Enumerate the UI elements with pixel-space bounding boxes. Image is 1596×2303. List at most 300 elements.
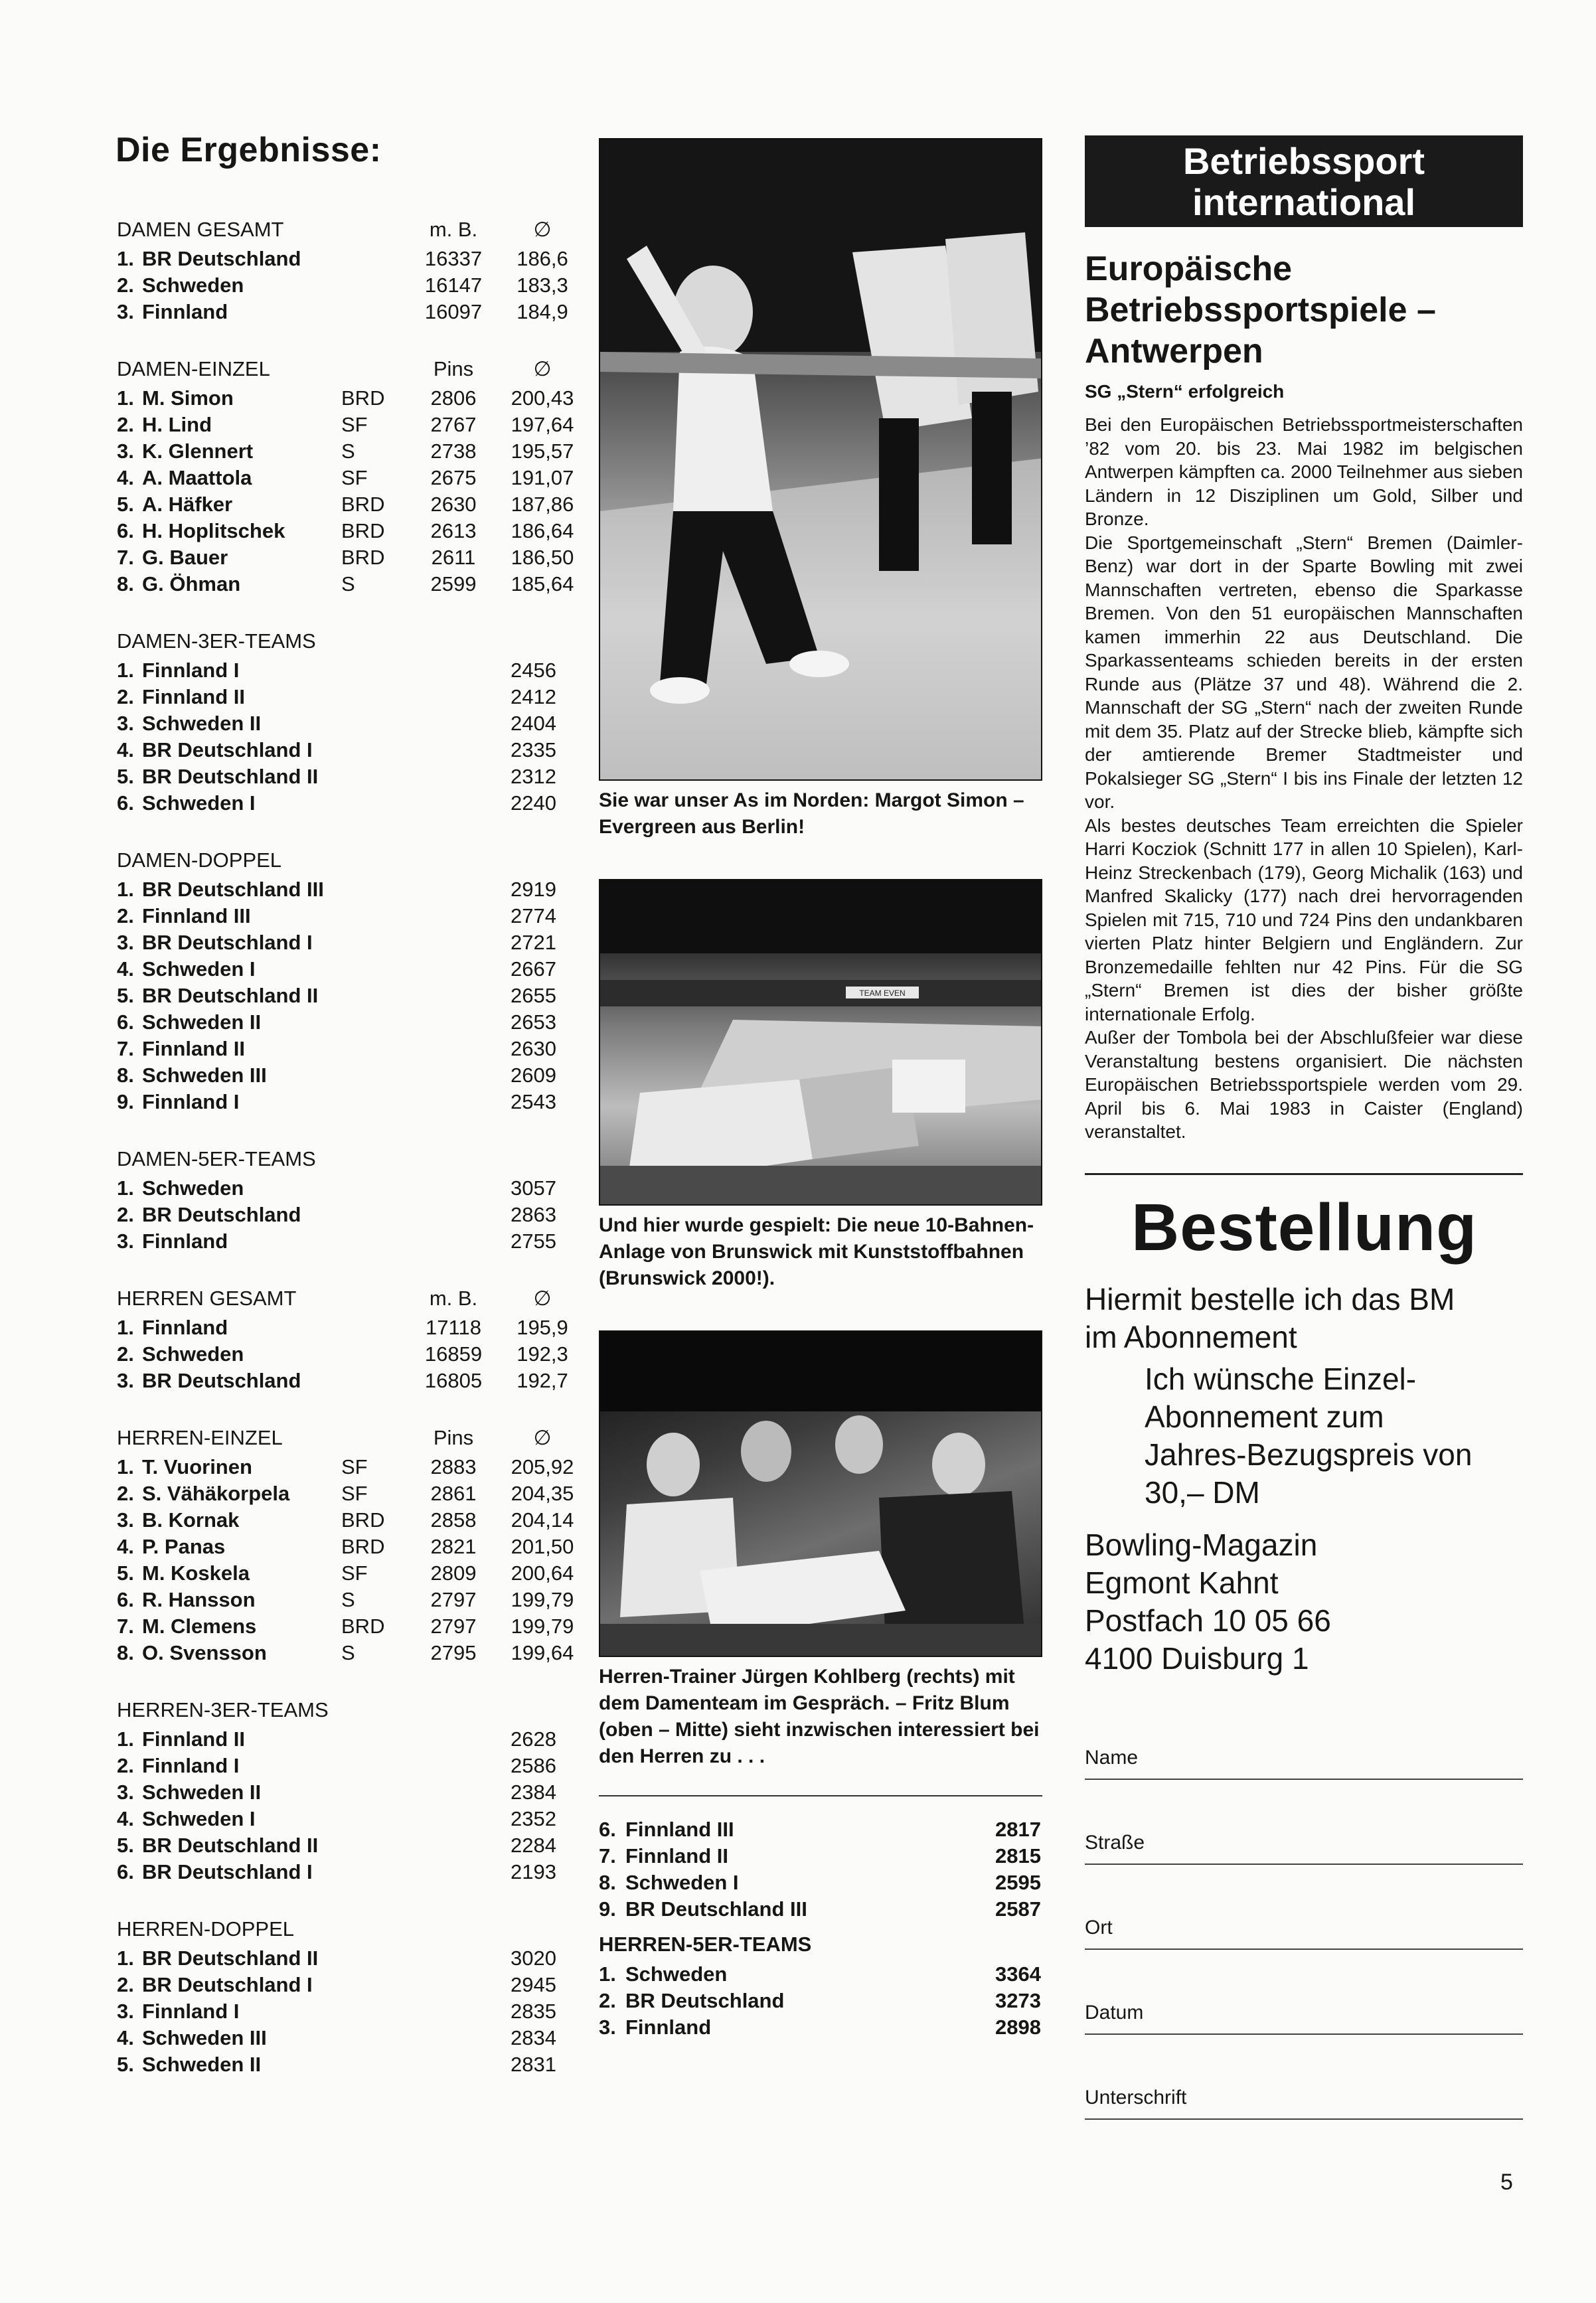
- result-row: [112, 438, 574, 465]
- column-header: Pins: [433, 1426, 474, 1449]
- team-name: Schweden I: [142, 1807, 256, 1830]
- article-paragraph-4: Außer der Tombola bei der Abschlußfeier war diese Veranstaltung bestens organisiert. Die nächsten Europäischen Betriebssportspiele werden vom 29. April bis 6. Mai 1983 in Caister (England) veranstaltet.: [1085, 1027, 1523, 1142]
- team-name: BR Deutschland I: [142, 1860, 313, 1883]
- rank: 1.: [117, 1727, 134, 1751]
- pins-value: 2797: [430, 1615, 477, 1638]
- order-intro: [1085, 1281, 1523, 1356]
- order-option-line-4: 30,– DM: [1145, 1474, 1260, 1510]
- team-name: Finnland II: [142, 685, 245, 708]
- nation: SF: [341, 1482, 368, 1505]
- average-value: 195,57: [511, 439, 574, 463]
- score: 2817: [995, 1818, 1041, 1841]
- average-value: 186,6: [517, 247, 568, 270]
- score: 2721: [511, 931, 556, 954]
- signature-field[interactable]: Unterschrift: [1085, 2077, 1523, 2120]
- pins-value: 2675: [430, 466, 477, 489]
- team-name: Schweden II: [142, 1781, 262, 1804]
- results-section: [112, 1694, 563, 1885]
- average-value: 186,64: [511, 519, 574, 542]
- photo2-caption: Und hier wurde gespielt: Die neue 10-Bahnen-Anlage von Brunswick mit Kunststoffbahnen (Brunswick 2000!).: [599, 1214, 1034, 1289]
- rank: 2.: [117, 274, 134, 297]
- average-value: 184,9: [517, 300, 568, 323]
- rank: 3.: [117, 1508, 134, 1532]
- rank: 7.: [117, 546, 134, 569]
- article-body: [1085, 413, 1523, 1144]
- team-name: G. Öhman: [142, 572, 241, 596]
- average-value: 204,14: [511, 1508, 574, 1532]
- team-name: BR Deutschland II: [142, 1946, 319, 1970]
- order-option-line-3: Jahres-Bezugspreis von: [1145, 1437, 1473, 1472]
- team-name: M. Koskela: [142, 1561, 250, 1585]
- result-row: [112, 2025, 563, 2051]
- score: 2335: [511, 738, 556, 761]
- section-header: [112, 1283, 563, 1314]
- result-row: [112, 763, 563, 790]
- order-line-2: im Abonnement: [1085, 1319, 1297, 1354]
- score: 2384: [511, 1781, 556, 1804]
- rank: 8.: [117, 572, 134, 596]
- rank: 7.: [117, 1615, 134, 1638]
- banner-line-1: Betriebssport: [1182, 140, 1425, 182]
- result-row: [112, 876, 563, 903]
- average-value: 205,92: [511, 1455, 574, 1478]
- result-row: [112, 1062, 563, 1089]
- average-value: 192,7: [517, 1369, 568, 1392]
- rank: 1.: [117, 386, 134, 410]
- article-paragraph-3: Als bestes deutsches Team erreichten die Spieler Harri Kocziok (Schnitt 177 in allen 10 Spielen), Karl-Heinz Streckenbach (179), Georg Michalik (163) und Manfred Skalicky (177) nach drei hervorragenden Spielen mit 715, 710 und 724 Pins den undankbaren vierten Platz hinter Belgiern und Engländern. Zur Bronzemedaille fehlten nur 42 Pins. Für die SG „Stern“ Bremen ist dies der bisher größte internationale Erfolg.: [1085, 815, 1523, 1024]
- result-row: [112, 1089, 563, 1115]
- result-row: [112, 1859, 563, 1885]
- result-row: [112, 1454, 574, 1480]
- team-name: Finnland II: [142, 1727, 245, 1751]
- team-name: Schweden III: [142, 1064, 267, 1087]
- pins-value: 17118: [426, 1316, 481, 1339]
- team-name: Finnland III: [142, 904, 251, 927]
- pins-value: 2613: [430, 519, 477, 542]
- result-row: [112, 491, 574, 518]
- rank: 1.: [117, 1946, 134, 1970]
- herren-5er-teams-list: [599, 1961, 1042, 2041]
- rank: 1.: [117, 659, 134, 682]
- address-line-4: 4100 Duisburg 1: [1085, 1640, 1309, 1676]
- photo-margot-simon: [599, 138, 1042, 781]
- team-name: T. Vuorinen: [142, 1455, 252, 1478]
- rank: 6.: [117, 1588, 134, 1611]
- photo-bowling-alley: [599, 879, 1042, 1206]
- result-row: [112, 1779, 563, 1806]
- result-row: [112, 1228, 563, 1255]
- pins-value: 2806: [430, 386, 477, 410]
- rank: 3.: [117, 1230, 134, 1253]
- result-row: [112, 1368, 568, 1394]
- nation: SF: [341, 466, 368, 489]
- score: 2284: [511, 1834, 556, 1857]
- city-field[interactable]: Ort: [1085, 1907, 1523, 1950]
- score: 2667: [511, 957, 556, 981]
- section-title: DAMEN-DOPPEL: [117, 848, 282, 872]
- score: 3020: [511, 1946, 556, 1970]
- result-row: [112, 790, 563, 817]
- herren-doppel-continued: [599, 1816, 1042, 1923]
- pins-value: 2821: [430, 1535, 477, 1558]
- order-divider: [1085, 1173, 1523, 1175]
- nation: SF: [341, 1561, 368, 1585]
- article-column: [1085, 135, 1523, 2120]
- rank: 9.: [117, 1090, 134, 1113]
- nation: BRD: [341, 519, 385, 542]
- pins-value: 2795: [430, 1641, 477, 1664]
- score: 2595: [995, 1871, 1041, 1894]
- team-name: BR Deutschland II: [142, 1834, 319, 1857]
- team-name: A. Häfker: [142, 493, 233, 516]
- result-row: [112, 903, 563, 929]
- pins-value: 2809: [430, 1561, 477, 1585]
- results-section: [112, 1422, 574, 1666]
- team-name: BR Deutschland I: [142, 738, 313, 761]
- rank: 3.: [117, 2000, 134, 2023]
- score: 2609: [511, 1064, 556, 1087]
- column-header: ∅: [533, 1426, 552, 1449]
- average-value: 187,86: [511, 493, 574, 516]
- section-header: [112, 1143, 563, 1175]
- lane-sign-text: TEAM EVEN: [859, 989, 906, 998]
- rank: 1.: [117, 1455, 134, 1478]
- rank: 7.: [599, 1844, 616, 1867]
- team-name: BR Deutschland: [625, 1989, 785, 2012]
- rank: 2.: [117, 1754, 134, 1777]
- pins-value: 2738: [430, 439, 477, 463]
- nation: BRD: [341, 386, 385, 410]
- result-row: [112, 1560, 574, 1587]
- score: 2404: [511, 712, 556, 735]
- photo3-caption: Herren-Trainer Jürgen Kohlberg (rechts) mit dem Damenteam im Gespräch. – Fritz Blum (oben – Mitte) sieht inzwischen interessiert bei den Herren zu . . .: [599, 1666, 1040, 1767]
- address-line-1: Bowling-Magazin: [1085, 1527, 1318, 1562]
- results-section: [112, 844, 563, 1115]
- team-name: S. Vähäkorpela: [142, 1482, 290, 1505]
- section-title: HERREN-3ER-TEAMS: [117, 1698, 329, 1721]
- rank: 6.: [599, 1818, 616, 1841]
- nation: BRD: [341, 546, 385, 569]
- photo1-caption: Sie war unser As im Norden: Margot Simon – Evergreen aus Berlin!: [599, 789, 1024, 838]
- score: 2774: [511, 904, 556, 927]
- results-section: [112, 214, 568, 325]
- rank: 8.: [117, 1641, 134, 1664]
- page-number: 5: [1500, 2170, 1513, 2195]
- score: 2653: [511, 1010, 556, 1034]
- rank: 1.: [117, 247, 134, 270]
- team-name: Finnland I: [142, 1090, 240, 1113]
- nation: BRD: [341, 1535, 385, 1558]
- score: 2919: [511, 878, 556, 901]
- rank: 2.: [599, 1989, 616, 2012]
- nation: SF: [341, 413, 368, 436]
- score: 2834: [511, 2026, 556, 2049]
- section-title: HERREN-EINZEL: [117, 1426, 283, 1449]
- bowling-lanes-image: [600, 880, 1042, 1204]
- column-header: ∅: [533, 357, 552, 380]
- order-option-line-2: Abonnement zum: [1145, 1399, 1384, 1434]
- rank: 3.: [117, 439, 134, 463]
- average-value: 199,79: [511, 1615, 574, 1638]
- result-row: [112, 1480, 574, 1507]
- result-row: [112, 465, 574, 491]
- order-option-line-1: Ich wünsche Einzel-: [1145, 1361, 1417, 1396]
- result-row: [599, 1961, 1042, 1988]
- rank: 5.: [117, 493, 134, 516]
- herren-5er-teams-title: HERREN-5ER-TEAMS: [599, 1933, 812, 1956]
- score: 2628: [511, 1727, 556, 1751]
- rank: 3.: [117, 712, 134, 735]
- team-name: Finnland I: [142, 2000, 240, 2023]
- pins-value: 16337: [424, 247, 483, 270]
- score: 2630: [511, 1037, 556, 1060]
- bowler-figure-image: [600, 139, 1042, 779]
- score: 2945: [511, 1973, 556, 1996]
- team-name: Schweden II: [142, 2053, 262, 2076]
- nation: SF: [341, 1455, 368, 1478]
- team-name: O. Svensson: [142, 1641, 267, 1664]
- team-name: Schweden I: [625, 1871, 739, 1894]
- result-row: [112, 246, 568, 272]
- average-value: 200,64: [511, 1561, 574, 1585]
- rank: 4.: [117, 957, 134, 981]
- result-row: [112, 1998, 563, 2025]
- street-field[interactable]: Straße: [1085, 1822, 1523, 1865]
- result-row: [112, 929, 563, 956]
- rank: 5.: [117, 2053, 134, 2076]
- rank: 4.: [117, 1807, 134, 1830]
- team-name: B. Kornak: [142, 1508, 240, 1532]
- section-header: [112, 353, 563, 385]
- column-header: m. B.: [429, 218, 478, 241]
- team-name: Schweden I: [142, 957, 256, 981]
- pins-value: 16097: [424, 300, 483, 323]
- rank: 6.: [117, 791, 134, 815]
- result-row: [599, 1869, 1042, 1896]
- result-row: [112, 1945, 563, 1972]
- team-name: Finnland I: [142, 659, 240, 682]
- section-title: DAMEN-EINZEL: [117, 357, 270, 380]
- rank: 4.: [117, 466, 134, 489]
- score: 2240: [511, 791, 556, 815]
- average-value: 204,35: [511, 1482, 574, 1505]
- pins-value: 2797: [430, 1588, 477, 1611]
- pins-value: 2858: [430, 1508, 477, 1532]
- score: 2835: [511, 2000, 556, 2023]
- article-title-line-1: Europäische: [1085, 250, 1293, 288]
- pins-value: 16147: [424, 274, 483, 297]
- result-row: [112, 1832, 563, 1859]
- result-row: [599, 1896, 1042, 1923]
- order-line-1: Hiermit bestelle ich das BM: [1085, 1281, 1455, 1316]
- average-value: 200,43: [511, 386, 574, 410]
- result-row: [112, 1507, 574, 1534]
- nation: BRD: [341, 493, 385, 516]
- section-header: [112, 625, 563, 657]
- photo-trainer-team: [599, 1330, 1042, 1657]
- column-header: m. B.: [429, 1287, 478, 1310]
- result-row: [112, 1202, 563, 1228]
- rank: 1.: [599, 1962, 616, 1986]
- results-section: [112, 1913, 563, 2078]
- average-value: 199,79: [511, 1588, 574, 1611]
- section-title: DAMEN-3ER-TEAMS: [117, 629, 316, 653]
- score: 2543: [511, 1090, 556, 1113]
- rank: 8.: [599, 1871, 616, 1894]
- rank: 3.: [117, 931, 134, 954]
- average-value: 195,9: [517, 1316, 568, 1339]
- pins-value: 16805: [424, 1369, 483, 1392]
- nation: S: [341, 572, 355, 596]
- score: 2312: [511, 765, 556, 788]
- team-name: Finnland III: [625, 1818, 734, 1841]
- address-line-2: Egmont Kahnt: [1085, 1565, 1279, 1600]
- section-header: [112, 844, 563, 876]
- rank: 2.: [117, 413, 134, 436]
- rank: 1.: [117, 878, 134, 901]
- article-title-line-2: Betriebssportspiele –: [1085, 291, 1436, 329]
- results-sections: [112, 214, 574, 2078]
- rank: 2.: [117, 1482, 134, 1505]
- pins-value: 16859: [424, 1342, 483, 1366]
- rank: 2.: [117, 1342, 134, 1366]
- team-name: BR Deutschland I: [142, 931, 313, 954]
- team-name: Schweden: [142, 1342, 244, 1366]
- section-title: DAMEN-5ER-TEAMS: [117, 1147, 316, 1170]
- score: 3057: [511, 1176, 556, 1200]
- team-name: P. Panas: [142, 1535, 226, 1558]
- team-meeting-image: [600, 1332, 1042, 1656]
- score: 2831: [511, 2053, 556, 2076]
- rank: 7.: [117, 1037, 134, 1060]
- score: 2587: [995, 1897, 1041, 1921]
- pins-value: 2767: [430, 413, 477, 436]
- score: 2456: [511, 659, 556, 682]
- score: 2898: [995, 2016, 1041, 2039]
- rank: 5.: [117, 765, 134, 788]
- rank: 5.: [117, 1561, 134, 1585]
- result-row: [599, 2014, 1042, 2041]
- result-row: [112, 1314, 568, 1341]
- result-row: [112, 684, 563, 710]
- results-section: [112, 1143, 563, 1255]
- team-name: H. Hoplitschek: [142, 519, 285, 542]
- team-name: H. Lind: [142, 413, 212, 436]
- score: 2655: [511, 984, 556, 1007]
- score: 2352: [511, 1807, 556, 1830]
- result-row: [112, 1587, 574, 1613]
- team-name: Schweden: [142, 1176, 244, 1200]
- result-row: [599, 1988, 1042, 2014]
- order-form: [1085, 1737, 1523, 2120]
- section-banner: [1085, 135, 1523, 227]
- results-section: [112, 1283, 568, 1394]
- score: 3273: [995, 1989, 1041, 2012]
- name-field[interactable]: Name: [1085, 1737, 1523, 1780]
- article-paragraph-1: Bei den Europäischen Betriebssportmeisterschaften ’82 vom 20. bis 23. Mai 1982 im belgischen Antwerpen kämpften ca. 2000 Teilnehmer aus sieben Ländern in 12 Disziplinen um Gold, Silber und Bronze.: [1085, 414, 1523, 529]
- rank: 4.: [117, 738, 134, 761]
- rank: 3.: [599, 2016, 616, 2039]
- pins-value: 2861: [430, 1482, 477, 1505]
- result-row: [112, 571, 574, 597]
- result-row: [112, 983, 563, 1009]
- rank: 5.: [117, 1834, 134, 1857]
- result-row: [112, 385, 574, 412]
- result-row: [112, 518, 574, 544]
- result-row: [112, 544, 574, 571]
- result-row: [112, 1036, 563, 1062]
- rank: 2.: [117, 904, 134, 927]
- result-row: [112, 1972, 563, 1998]
- average-value: 197,64: [511, 413, 574, 436]
- nation: S: [341, 439, 355, 463]
- column-header: ∅: [533, 218, 552, 241]
- result-row: [112, 1806, 563, 1832]
- team-name: BR Deutschland II: [142, 984, 319, 1007]
- team-name: Finnland: [142, 1230, 228, 1253]
- result-row: [112, 272, 568, 299]
- section-title: HERREN GESAMT: [117, 1287, 297, 1310]
- team-name: BR Deutschland III: [142, 878, 324, 901]
- column-header: Pins: [433, 357, 474, 380]
- team-name: Finnland II: [142, 1037, 245, 1060]
- nation: BRD: [341, 1508, 385, 1532]
- divider: [599, 1795, 1042, 1796]
- result-row: [112, 412, 574, 438]
- team-name: Finnland I: [142, 1754, 240, 1777]
- team-name: Finnland: [142, 300, 228, 323]
- photo-column: [599, 138, 1042, 2041]
- section-header: [112, 1913, 563, 1945]
- team-name: M. Simon: [142, 386, 234, 410]
- average-value: 186,50: [511, 546, 574, 569]
- average-value: 199,64: [511, 1641, 574, 1664]
- result-row: [112, 1341, 568, 1368]
- result-row: [112, 1009, 563, 1036]
- pins-value: 2630: [430, 493, 477, 516]
- average-value: 201,50: [511, 1535, 574, 1558]
- nation: S: [341, 1588, 355, 1611]
- order-options: [1085, 1360, 1523, 1512]
- team-name: Schweden II: [142, 712, 262, 735]
- section-header: [112, 1694, 563, 1726]
- section-header: [112, 214, 563, 246]
- result-row: [112, 1640, 574, 1666]
- rank: 3.: [117, 1369, 134, 1392]
- article-title: [1085, 248, 1523, 372]
- result-row: [112, 299, 568, 325]
- score: 2412: [511, 685, 556, 708]
- result-row: [599, 1843, 1042, 1869]
- score: 2193: [511, 1860, 556, 1883]
- team-name: BR Deutschland I: [142, 1973, 313, 1996]
- date-field[interactable]: Datum: [1085, 1992, 1523, 2035]
- rank: 6.: [117, 519, 134, 542]
- nation: S: [341, 1641, 355, 1664]
- column-header: ∅: [533, 1287, 552, 1310]
- result-row: [112, 737, 563, 763]
- order-address: [1085, 1526, 1523, 1678]
- team-name: BR Deutschland: [142, 1203, 301, 1226]
- team-name: R. Hansson: [142, 1588, 256, 1611]
- section-title: HERREN-DOPPEL: [117, 1917, 294, 1941]
- team-name: K. Glennert: [142, 439, 254, 463]
- team-name: Finnland: [142, 1316, 228, 1339]
- article-subtitle: SG „Stern“ erfolgreich: [1085, 381, 1285, 402]
- pins-value: 2611: [431, 546, 476, 569]
- pins-value: 2883: [430, 1455, 477, 1478]
- rank: 3.: [117, 300, 134, 323]
